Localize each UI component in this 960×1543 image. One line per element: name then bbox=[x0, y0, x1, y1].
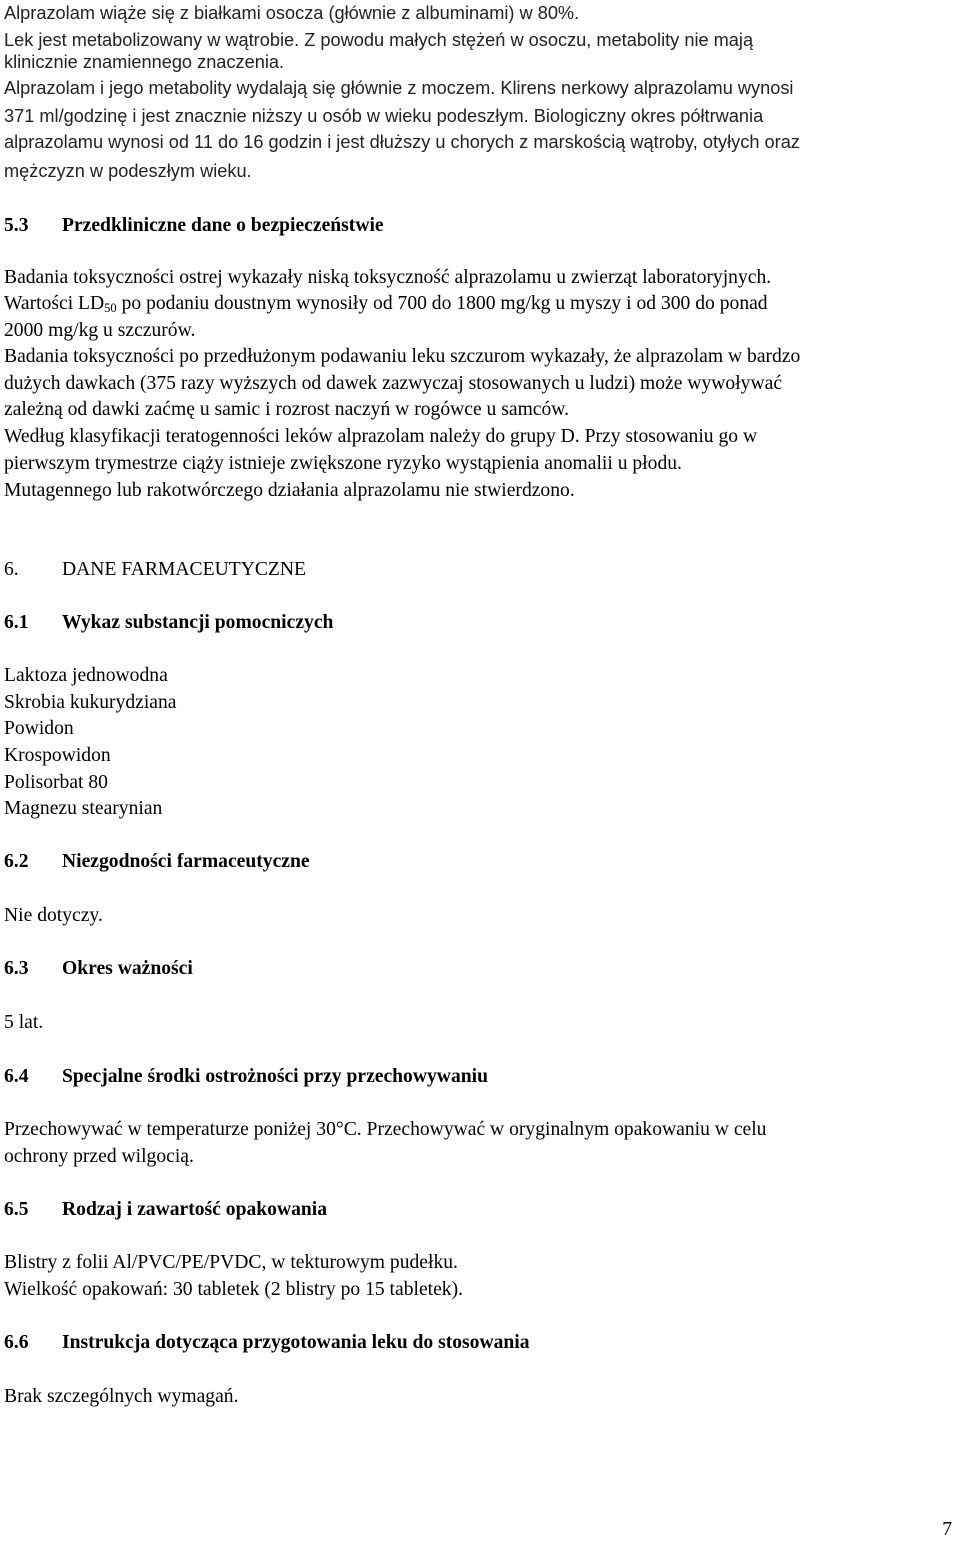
section-title: Niezgodności farmaceutyczne bbox=[62, 851, 310, 872]
section-heading-6 bbox=[4, 560, 306, 580]
section-title: DANE FARMACEUTYCZNE bbox=[62, 559, 307, 580]
text-line: pierwszym trymestrze ciąży istnieje zwiększone ryzyko wystąpienia anomalii u płodu. bbox=[4, 453, 682, 474]
text-line: Blistry z folii Al/PVC/PE/PVDC, w tekturowym pudełku. bbox=[4, 1252, 458, 1273]
list-item: Krospowidon bbox=[4, 745, 111, 766]
ld-subscript: 50 bbox=[104, 301, 117, 315]
page-number: 7 bbox=[942, 1519, 952, 1540]
section-heading-6-4 bbox=[4, 1067, 488, 1087]
section-heading-6-6 bbox=[4, 1333, 530, 1353]
text-line: Według klasyfikacji teratogenności leków alprazolam należy do grupy D. Przy stosowaniu go w bbox=[4, 426, 758, 447]
section-heading-5-3 bbox=[4, 216, 384, 236]
section-number: 6.6 bbox=[4, 1332, 29, 1353]
section-title: Wykaz substancji pomocniczych bbox=[62, 612, 334, 633]
text-line: 2000 mg/kg u szczurów. bbox=[4, 320, 196, 341]
text-line: Wielkość opakowań: 30 tabletek (2 blistry po 15 tabletek). bbox=[4, 1279, 463, 1300]
section-number: 5.3 bbox=[4, 215, 29, 236]
list-item: Laktoza jednowodna bbox=[4, 665, 168, 686]
section-heading-6-3 bbox=[4, 959, 193, 979]
section-number: 6.4 bbox=[4, 1066, 29, 1087]
section-title: Okres ważności bbox=[62, 958, 193, 979]
section-number: 6. bbox=[4, 559, 19, 580]
ld50-line bbox=[4, 294, 768, 315]
text-line: mężczyzn w podeszłym wieku. bbox=[4, 161, 252, 181]
section-number: 6.1 bbox=[4, 612, 29, 633]
list-item: Polisorbat 80 bbox=[4, 772, 108, 793]
section-heading-6-2 bbox=[4, 852, 310, 872]
section-title: Przedkliniczne dane o bezpieczeństwie bbox=[62, 215, 384, 236]
section-number: 6.3 bbox=[4, 958, 29, 979]
text-line: Badania toksyczności ostrej wykazały niską toksyczność alprazolamu u zwierząt laboratoryjnych. bbox=[4, 267, 772, 288]
list-item: Powidon bbox=[4, 718, 74, 739]
text-line: 5 lat. bbox=[4, 1012, 44, 1033]
text-line: klinicznie znamiennego znaczenia. bbox=[4, 52, 285, 72]
ld-rest: po podaniu doustnym wynosiły od 700 do 1800 mg/kg u myszy i od 300 do ponad bbox=[116, 293, 768, 314]
list-item: Skrobia kukurydziana bbox=[4, 692, 177, 713]
text-line: Alprazolam wiąże się z białkami osocza (głównie z albuminami) w 80%. bbox=[4, 3, 580, 23]
text-line: alprazolamu wynosi od 11 do 16 godzin i jest dłuższy u chorych z marskością wątroby, otyłych oraz bbox=[4, 132, 800, 152]
section-title: Instrukcja dotycząca przygotowania leku do stosowania bbox=[62, 1332, 530, 1353]
section-heading-6-1 bbox=[4, 613, 333, 633]
text-line: Przechowywać w temperaturze poniżej 30°C. Przechowywać w oryginalnym opakowaniu w celu bbox=[4, 1119, 767, 1140]
text-line: Nie dotyczy. bbox=[4, 905, 103, 926]
text-line: Badania toksyczności po przedłużonym podawaniu leku szczurom wykazały, że alprazolam w bardzo bbox=[4, 346, 801, 367]
section-heading-6-5 bbox=[4, 1200, 327, 1220]
text-line: zależną od dawki zaćmę u samic i rozrost naczyń w rogówce u samców. bbox=[4, 399, 570, 420]
text-line: Alprazolam i jego metabolity wydalają się głównie z moczem. Klirens nerkowy alprazolamu wynosi bbox=[4, 78, 794, 98]
text-line: Mutagennego lub rakotwórczego działania alprazolamu nie stwierdzono. bbox=[4, 480, 575, 501]
text-line: Lek jest metabolizowany w wątrobie. Z powodu małych stężeń w osoczu, metabolity nie mają bbox=[4, 30, 754, 50]
text-line: dużych dawkach (375 razy wyższych od dawek zazwyczaj stosowanych u ludzi) może wywoływać bbox=[4, 373, 783, 394]
section-title: Specjalne środki ostrożności przy przechowywaniu bbox=[62, 1066, 488, 1087]
text-line: 371 ml/godzinę i jest znacznie niższy u osób w wieku podeszłym. Biologiczny okres półtrwania bbox=[4, 106, 764, 126]
list-item: Magnezu stearynian bbox=[4, 798, 163, 819]
text-line: Brak szczególnych wymagań. bbox=[4, 1386, 239, 1407]
ld-prefix: Wartości LD bbox=[4, 293, 105, 314]
text-line: ochrony przed wilgocią. bbox=[4, 1146, 194, 1167]
section-number: 6.5 bbox=[4, 1199, 29, 1220]
section-number: 6.2 bbox=[4, 851, 29, 872]
section-title: Rodzaj i zawartość opakowania bbox=[62, 1199, 328, 1220]
